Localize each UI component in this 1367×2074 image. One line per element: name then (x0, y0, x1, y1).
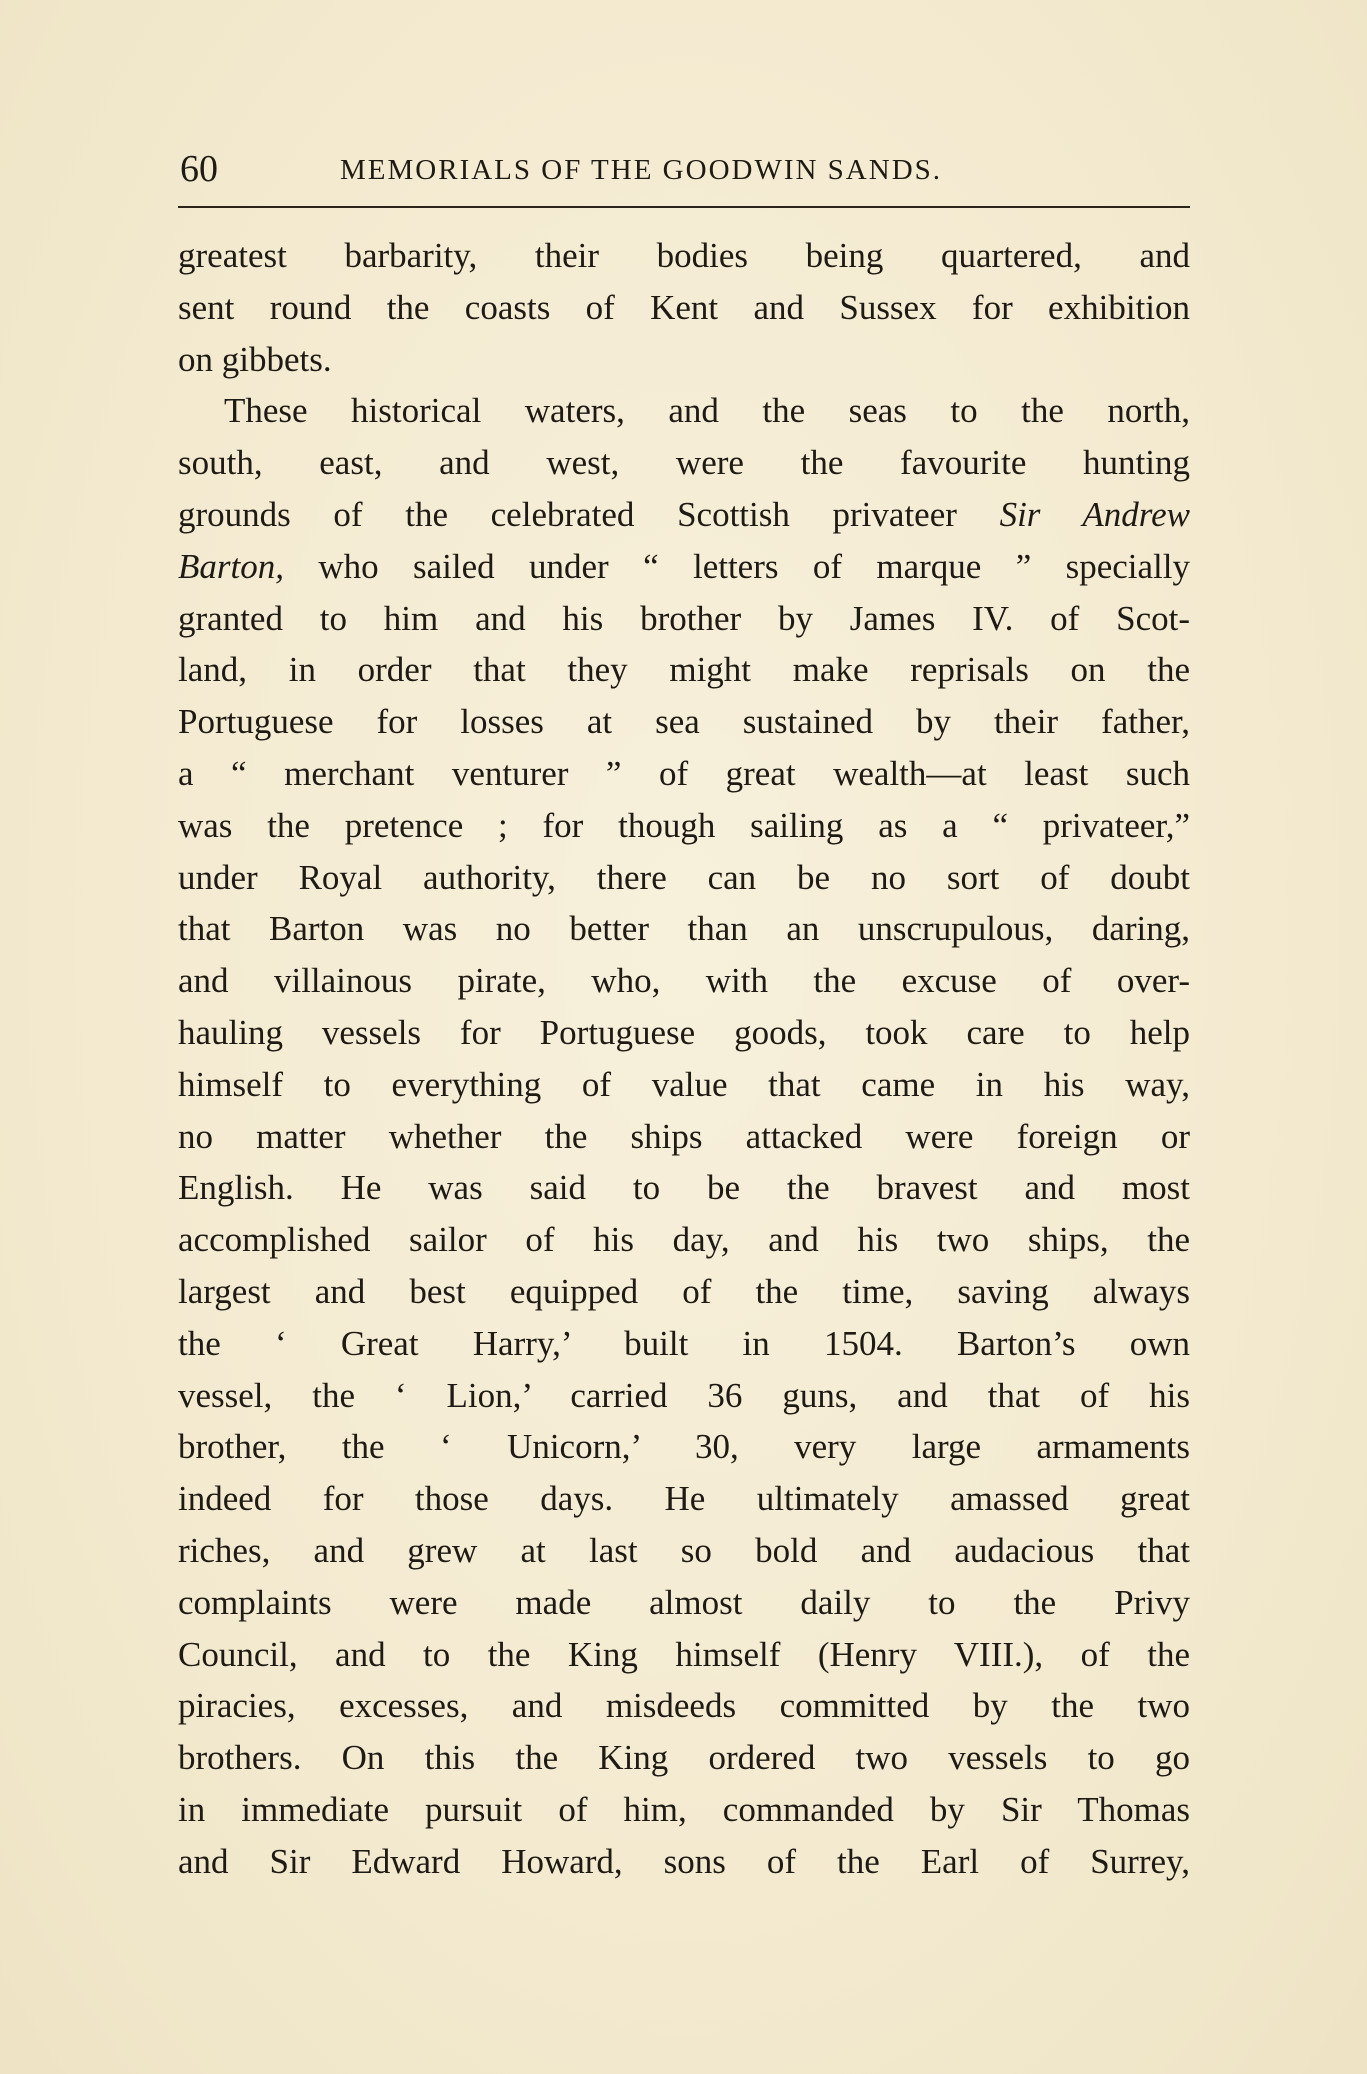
italic-name: Sir Andrew (999, 494, 1191, 534)
text-line: under Royal authority, there can be no sort of doubt (178, 857, 1190, 897)
text-line: and Sir Edward Howard, sons of the Earl of Surrey, (178, 1841, 1190, 1881)
text-line: piracies, excesses, and misdeeds committed by the two (178, 1686, 1190, 1726)
text-line: brothers. On this the King ordered two vessels to go (178, 1738, 1190, 1778)
text-line: greatest barbarity, their bodies being quartered, and (178, 236, 1190, 275)
text-line: accomplished sailor of his day, and his two ships, the (178, 1220, 1190, 1260)
text-line: vessel, the ‘ Lion,’ carried 36 guns, and that of his (178, 1375, 1190, 1415)
text-line: sent round the coasts of Kent and Sussex for exhibition (178, 287, 1190, 327)
text-line: indeed for those days. He ultimately amassed great (178, 1479, 1190, 1519)
text-line: was the pretence ; for though sailing as a “ privateer,” (178, 805, 1190, 845)
text-line: a “ merchant venturer ” of great wealth—at least such (178, 753, 1190, 793)
text-line: largest and best equipped of the time, saving always (178, 1271, 1190, 1311)
text-line: in immediate pursuit of him, commanded by Sir Thomas (178, 1789, 1190, 1829)
text-line: south, east, and west, were the favourite hunting (178, 443, 1190, 483)
body-text (178, 230, 1190, 1888)
page-header (180, 146, 1190, 192)
text-line: and villainous pirate, who, with the excuse of over- (178, 961, 1190, 1001)
text-line: Portuguese for losses at sea sustained by their father, (178, 702, 1190, 742)
text-line (178, 541, 1190, 593)
text-segment: who sailed under “ letters of marque ” specially (318, 546, 1190, 586)
text-line: no matter whether the ships attacked were foreign or (178, 1116, 1190, 1156)
text-line: hauling vessels for Portuguese goods, took care to help (178, 1012, 1190, 1052)
text-line: brother, the ‘ Unicorn,’ 30, very large armaments (178, 1427, 1190, 1467)
text-line: English. He was said to be the bravest and most (178, 1168, 1190, 1208)
text-line: that Barton was no better than an unscrupulous, daring, (178, 909, 1190, 949)
header-rule (178, 206, 1190, 208)
text-line: land, in order that they might make reprisals on the (178, 650, 1190, 690)
italic-name: Barton, (178, 546, 284, 586)
text-line (178, 489, 1190, 541)
text-segment: grounds of the celebrated Scottish privateer (178, 494, 957, 534)
text-line: Council, and to the King himself (Henry VIII.), of the (178, 1634, 1190, 1674)
text-line: on gibbets. (178, 339, 332, 379)
text-line: granted to him and his brother by James IV. of Scot- (178, 598, 1190, 638)
page-number: 60 (180, 148, 218, 190)
paragraph-start-line: These historical waters, and the seas to the north, (224, 391, 1190, 431)
text-line: the ‘ Great Harry,’ built in 1504. Barton’s own (178, 1323, 1190, 1363)
text-line: complaints were made almost daily to the Privy (178, 1582, 1190, 1622)
text-line: riches, and grew at last so bold and audacious that (178, 1530, 1190, 1570)
text-line: himself to everything of value that came in his way, (178, 1064, 1190, 1104)
running-title: MEMORIALS OF THE GOODWIN SANDS. (340, 154, 943, 186)
